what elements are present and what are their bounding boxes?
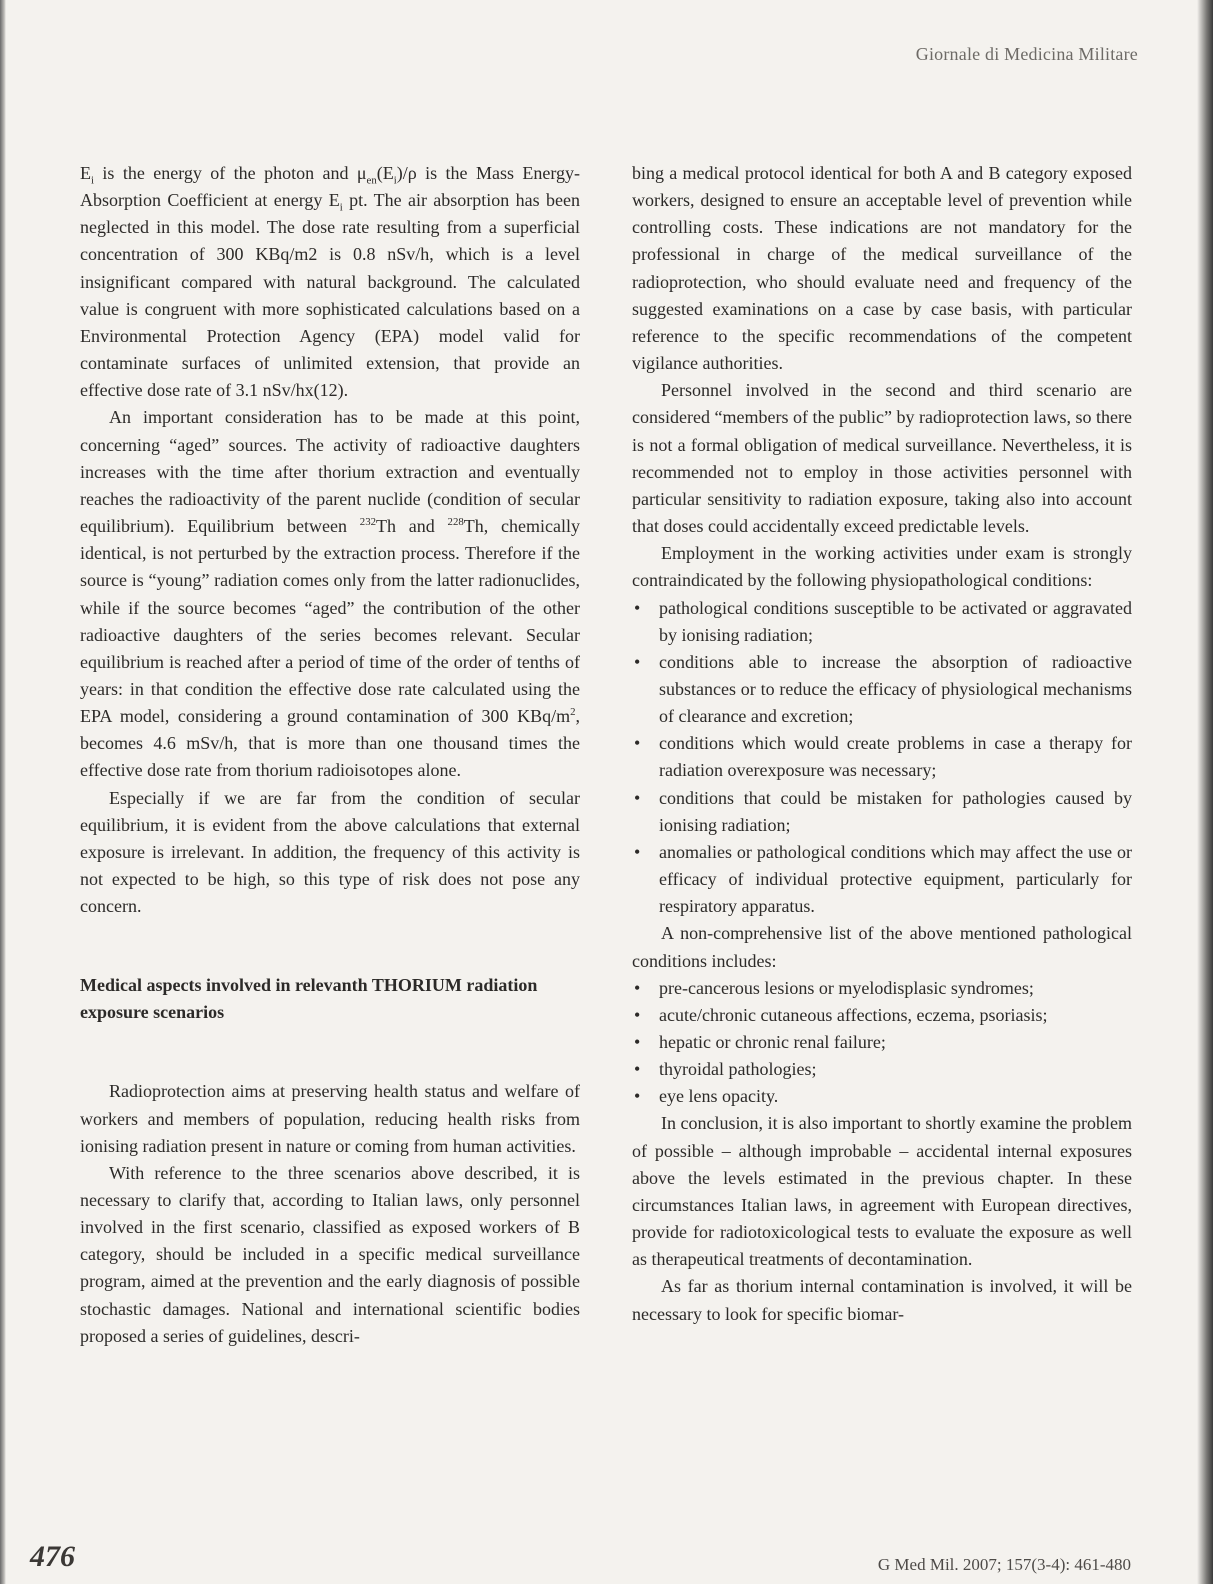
paragraph-scenarios: With reference to the three scenarios above described, it is necessary to clarify that, according to Italian laws, only personnel involved in the first scenario, classified as exposed workers of B category, should be included in a specific medical surveillance program, aimed at the prevention and the early diagnosis of possible stochastic damages. National and international scientific bodies proposed a series of guidelines, descri- <box>80 1162 580 1346</box>
paragraph-radioprotection: Radioprotection aims at preserving health status and welfare of workers and members of population, reducing health risks from ionising radiation present in nature or coming from human activities. <box>80 1081 580 1156</box>
list-item: • eye lens opacity. <box>632 1083 1132 1110</box>
list-item: • thyroidal pathologies; <box>632 1056 1132 1083</box>
paragraph-energy-formula: $E_i$ is the energy of the photon and $\mu_{en}(E_i)/\rho$ is the Mass Energy-Absorption Coefficient at energy $E_i$ pt. The air absorption has been neglected in this model. The dose rate resulting from a superficial concentration of 300 KBq/m2 is 0.8 nSv/h, which is a level insignificant compared with natural background. The calculated value is congruent with more sophisticated calculations based on a Environmental Protection Agency (EPA) model valid for contaminate surfaces of unlimited extension, that provide an effective dose rate of 3.1 nSv/hx(12). <box>80 163 581 401</box>
journal-title: Giornale di Medicina Militare <box>915 44 1138 64</box>
page-number: 476 <box>30 1540 75 1573</box>
paragraph-medical-protocol: bing a medical protocol identical for both A and B category exposed workers, designed to ensure an acceptable level of prevention while controlling costs. These indications are not mandatory for the professional in charge of the medical surveillance of the radioprotection, who should evaluate need and frequency of the suggested examinations on a case by case basis, with particular reference to the specific recommendations of the competent vigilance authorities. <box>632 163 1132 374</box>
list-item: • conditions able to increase the absorption of radioactive substances or to reduce the efficacy of physiological mechanisms of clearance and excretion; <box>632 649 1132 730</box>
paragraph-aged-sources: An important consideration has to be made at this point, concerning “aged” sources. The activity of radioactive daughters increases with the time after thorium extraction and eventually reaches the radioactivity of the parent nuclide (condition of secular equilibrium). Equilibrium between $^{232}$Th and $^{228}$Th, chemically identical, is not perturbed by the extraction process. Therefore if the source is “young” radiation comes only from the latter radionuclides, while if the source becomes “aged” the contribution of the other radioactive daughters of the series becomes relevant. Secular equilibrium is reached after a period of time of the order of tenths of years: in that condition the effective dose rate calculated using the EPA model, considering a ground contamination of 300 KBq/$m^2$, becomes 4.6 mSv/h, that is more than one thousand times the effective dose rate from thorium radioisotopes alone. <box>80 407 580 781</box>
paragraph-conditions-list-intro: A non-comprehensive list of the above mentioned pathological conditions includes: <box>632 923 1132 971</box>
list-item: • acute/chronic cutaneous affections, eczema, psoriasis; <box>632 1002 1132 1029</box>
conditions-list <box>632 975 1132 1111</box>
contraindication-list <box>632 595 1132 921</box>
list-item: • pathological conditions susceptible to be activated or aggravated by ionising radiation; <box>632 595 1132 649</box>
list-item: • conditions that could be mistaken for pathologies caused by ionising radiation; <box>632 785 1132 839</box>
list-item: • conditions which would create problems in case a therapy for radiation overexposure was necessary; <box>632 730 1132 784</box>
paragraph-conclusion: In conclusion, it is also important to shortly examine the problem of possible – although improbable – accidental internal exposures above the levels estimated in the previous chapter. In these circumstances Italian laws, in agreement with European directives, provide for radiotoxicological tests to evaluate the exposure as well as therapeutical treatments of decontamination. <box>632 1113 1132 1270</box>
paragraph-members-public: Personnel involved in the second and third scenario are considered “members of the public” by radioprotection laws, so there is not a formal obligation of medical surveillance. Nevertheless, it is recommended not to employ in those activities personnel with particular sensitivity to radiation exposure, taking also into account that doses could accidentally exceed predictable levels. <box>632 380 1132 537</box>
list-item: • pre-cancerous lesions or myelodisplasic syndromes; <box>632 975 1132 1002</box>
paragraph-contraindications: Employment in the working activities under exam is strongly contraindicated by the following physiopathological conditions: <box>632 543 1132 591</box>
page-binding-shadow <box>0 0 6 1584</box>
list-item: • anomalies or pathological conditions which may affect the use or efficacy of individual protective equipment, particularly for respiratory apparatus. <box>632 839 1132 920</box>
right-column <box>632 160 1132 1328</box>
paragraph-biomarkers: As far as thorium internal contamination is involved, it will be necessary to look for specific biomar- <box>632 1276 1132 1324</box>
paragraph-external-exposure: Especially if we are far from the condition of secular equilibrium, it is evident from the above calculations that external exposure is irrelevant. In addition, the frequency of this activity is not expected to be high, so this type of risk does not pose any concern. <box>80 787 580 917</box>
list-item: • hepatic or chronic renal failure; <box>632 1029 1132 1056</box>
journal-citation: G Med Mil. 2007; 157(3-4): 461-480 <box>877 1555 1131 1574</box>
page-edge-shadow <box>1197 0 1213 1584</box>
section-heading: Medical aspects involved in relevanth THORIUM radiation exposure scenarios <box>80 975 538 1023</box>
left-column <box>80 160 580 1350</box>
